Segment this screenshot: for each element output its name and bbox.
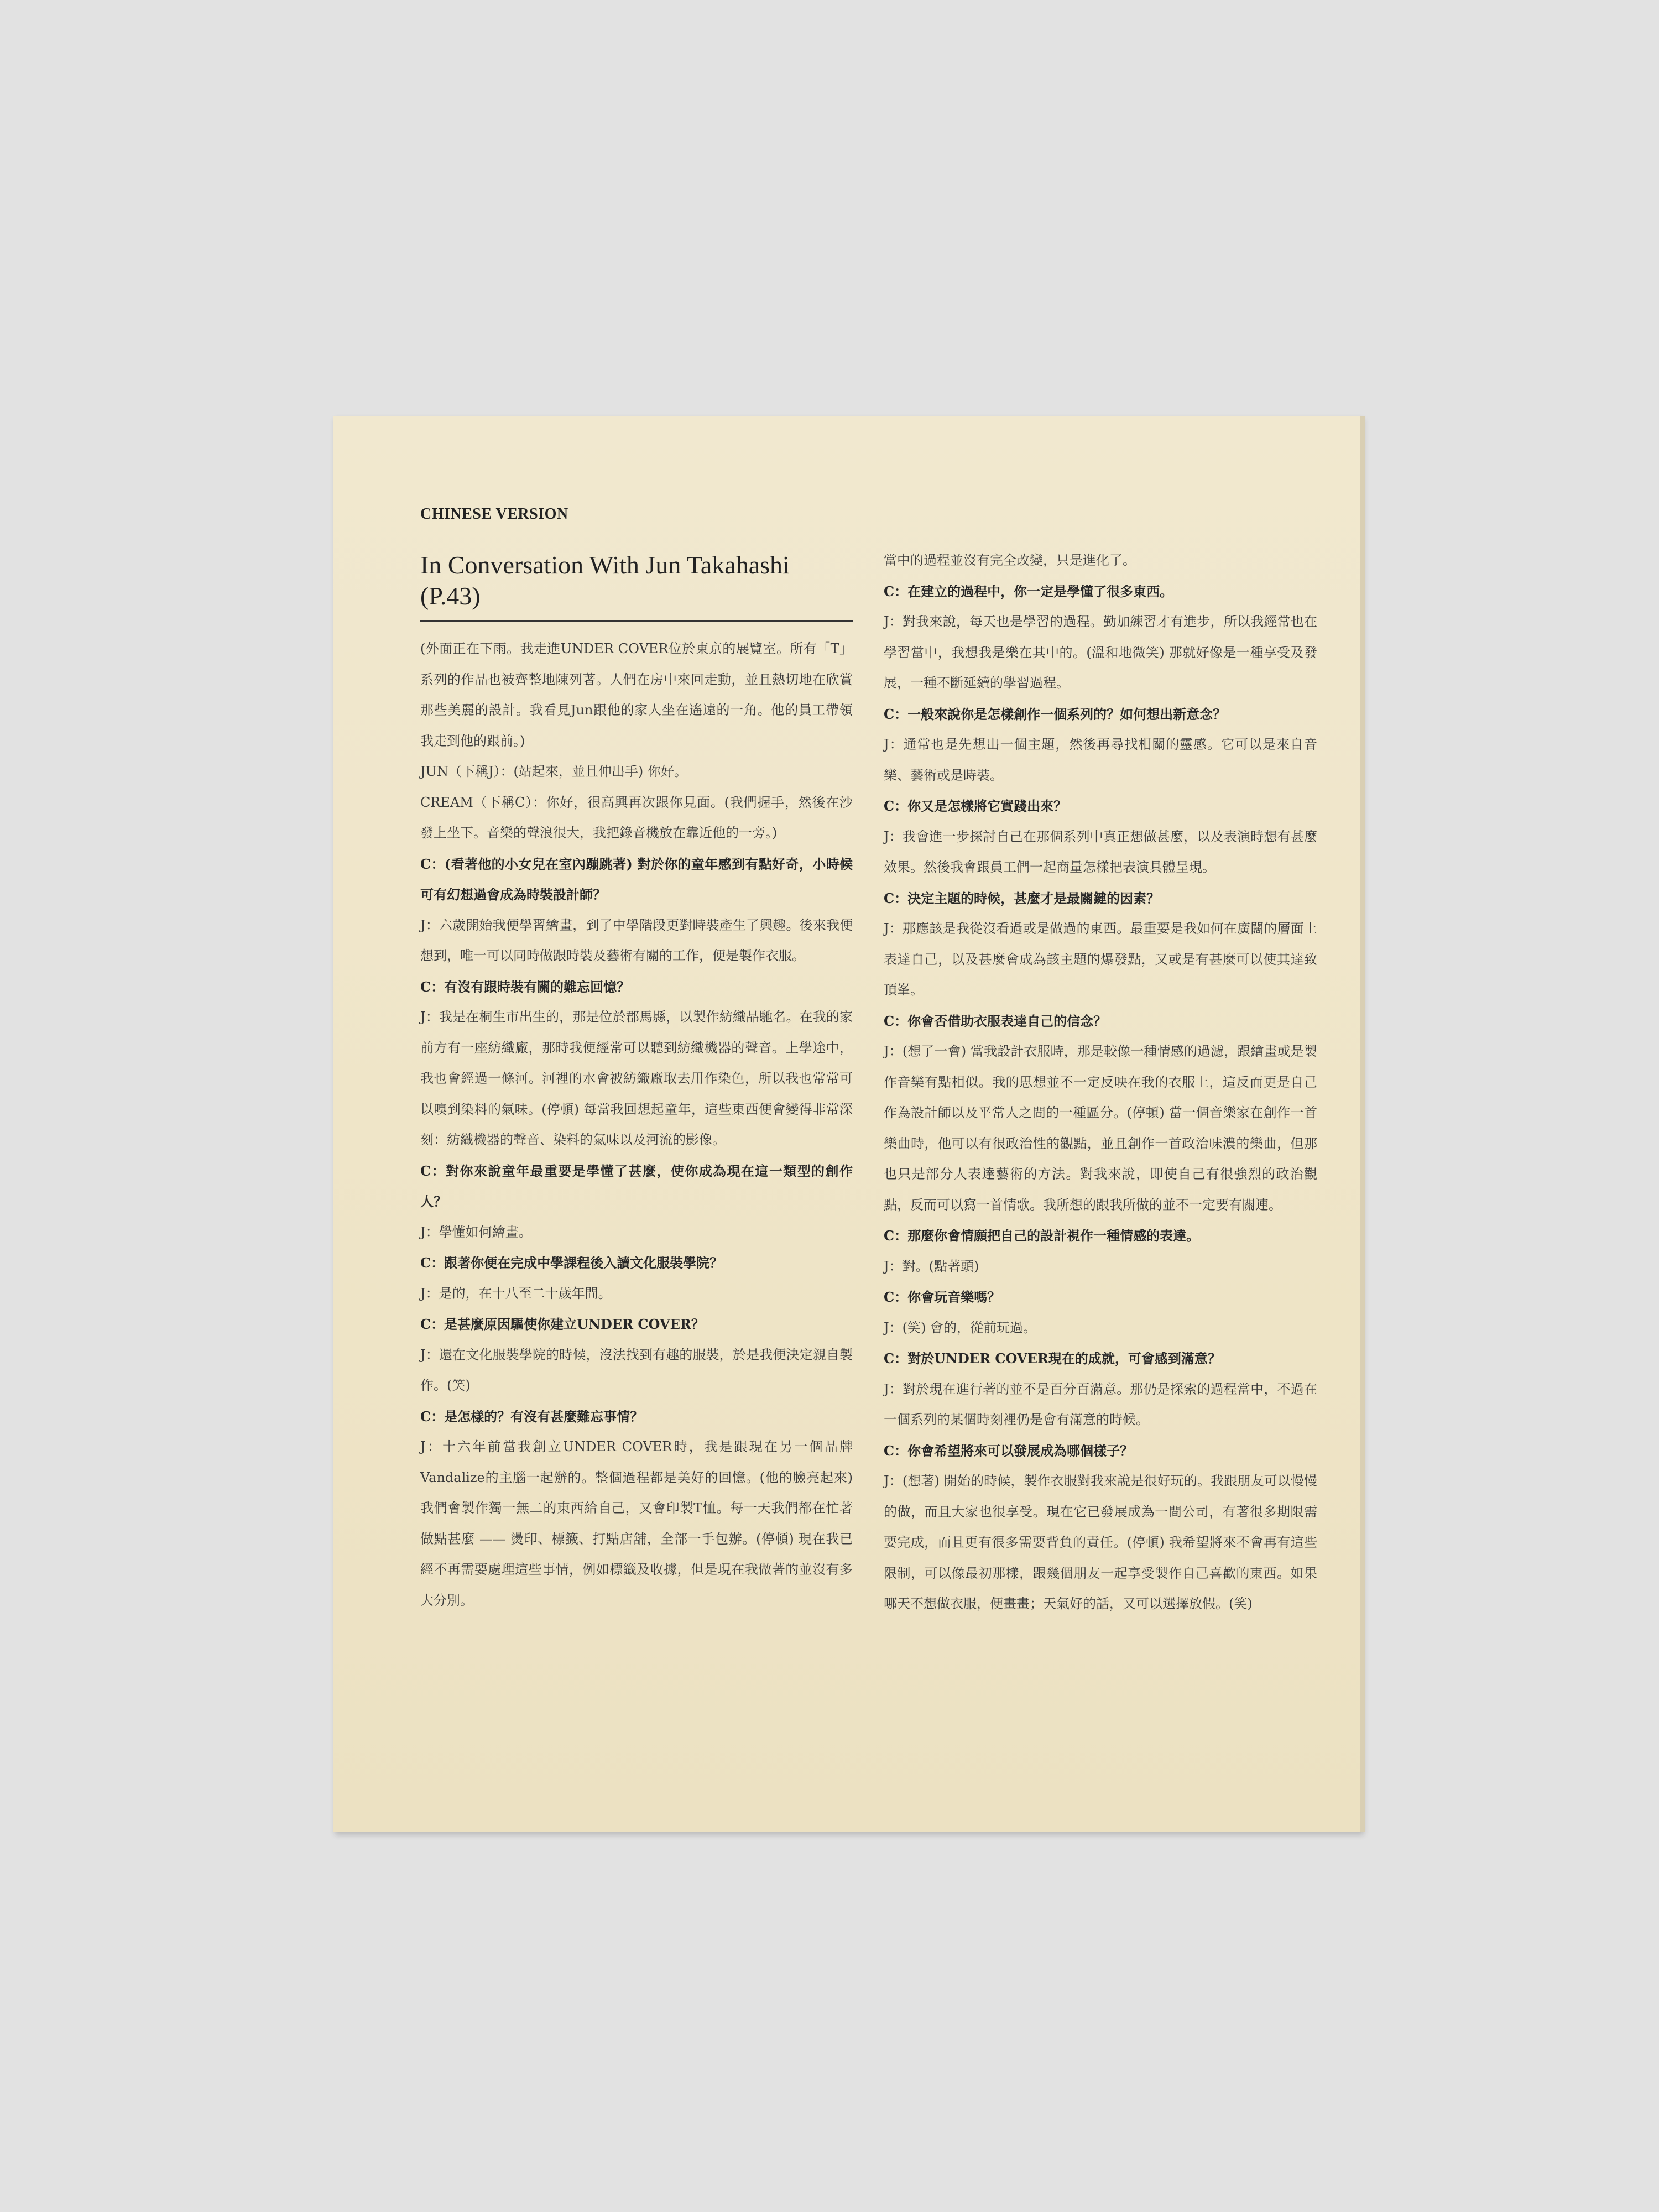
- answer-paragraph: J：是的，在十八至二十歲年間。: [420, 1285, 612, 1301]
- question-paragraph: C：(看著他的小女兒在室內蹦跳著) 對於你的童年感到有點好奇，小時候可有幻想過會成為時裝設計師？: [420, 855, 853, 902]
- answer-paragraph: J：(想了一會) 當我設計衣服時，那是較像一種情感的過濾，跟繪畫或是製作音樂有點相似。我的思想並不一定反映在我的衣服上，這反而更是自己作為設計師以及平常人之間的一種區分。(停頓) 當一個音樂家在創作一首樂曲時，他可以有很政治性的觀點，並且創作一首政治味濃的樂曲，但那也只是部分人表達藝術的方法。對我來說，即使自己有很強烈的政治觀點，反而可以寫一首情歌。我所想的跟我所做的並不一定要有關連。: [884, 1044, 1317, 1213]
- title-rule: [420, 620, 853, 622]
- answer-paragraph: J：六歲開始我便學習繪畫，到了中學階段更對時裝產生了興趣。後來我便想到，唯一可以同時做跟時裝及藝術有關的工作，便是製作衣服。: [420, 917, 853, 963]
- answer-paragraph: J：學懂如何繪畫。: [420, 1224, 532, 1240]
- question-paragraph: C：對於UNDER COVER現在的成就，可會感到滿意？: [884, 1350, 1221, 1366]
- question-paragraph: C：一般來說你是怎樣創作一個系列的？如何想出新意念？: [884, 706, 1227, 722]
- question-paragraph: C：你會希望將來可以發展成為哪個樣子？: [884, 1442, 1134, 1459]
- answer-paragraph: J：對於現在進行著的並不是百分百滿意。那仍是探索的過程當中，不過在一個系列的某個時刻裡仍是會有滿意的時候。: [884, 1381, 1317, 1427]
- answer-paragraph: J：對。(點著頭): [884, 1258, 979, 1274]
- left-column: [420, 634, 853, 1616]
- answer-paragraph: J：那應該是我從沒看過或是做過的東西。最重要是我如何在廣闊的層面上表達自己，以及甚麼會成為該主題的爆發點，又或是有甚麼可以使其達致頂峯。: [884, 921, 1317, 998]
- answer-paragraph: J：通常也是先想出一個主題，然後再尋找相關的靈感。它可以是來自音樂、藝術或是時裝。: [884, 737, 1317, 783]
- title-page-ref: (P.43): [420, 582, 481, 610]
- question-paragraph: C：你會玩音樂嗎？: [884, 1289, 1001, 1305]
- question-paragraph: C：那麼你會情願把自己的設計視作一種情感的表達。: [884, 1228, 1200, 1244]
- question-paragraph: C：你會否借助衣服表達自己的信念？: [884, 1013, 1107, 1029]
- magazine-page: [333, 416, 1361, 1832]
- answer-paragraph: J：對我來說，每天也是學習的過程。勤加練習才有進步，所以我經常也在學習當中，我想我是樂在其中的。(溫和地微笑) 那就好像是一種享受及發展，一種不斷延續的學習過程。: [884, 614, 1317, 691]
- answer-paragraph: J：十六年前當我創立UNDER COVER時，我是跟現在另一個品牌Vandalize的主腦一起辦的。整個過程都是美好的回憶。(他的臉亮起來) 我們會製作獨一無二的東西給自己，又會印製T恤。每一天我們都在忙著做點甚麼 —— 燙印、標籤、打點店舖，全部一手包辦。(停頓) 現在我已經不再需要處理這些事情，例如標籤及收據，但是現在我做著的並沒有多大分別。: [420, 1439, 853, 1608]
- answer-paragraph: (外面正在下雨。我走進UNDER COVER位於東京的展覽室。所有「T」系列的作品也被齊整地陳列著。人們在房中來回走動，並且熱切地在欣賞那些美麗的設計。我看見Jun跟他的家人坐在遙遠的一角。他的員工帶領我走到他的跟前。): [420, 641, 853, 749]
- question-paragraph: C：在建立的過程中，你一定是學懂了很多東西。: [884, 583, 1173, 599]
- answer-paragraph: 當中的過程並沒有完全改變，只是進化了。: [884, 552, 1136, 568]
- page-edge: [1360, 416, 1365, 1832]
- answer-paragraph: J：我會進一步探討自己在那個系列中真正想做甚麼，以及表演時想有甚麼效果。然後我會跟員工們一起商量怎樣把表演具體呈現。: [884, 828, 1317, 875]
- question-paragraph: C：是甚麼原因驅使你建立UNDER COVER？: [420, 1316, 705, 1332]
- article-title: [420, 550, 863, 612]
- section-label: CHINESE VERSION: [420, 505, 568, 523]
- question-paragraph: C：跟著你便在完成中學課程後入讀文化服裝學院？: [420, 1255, 723, 1271]
- answer-paragraph: CREAM（下稱C）：你好，很高興再次跟你見面。(我們握手，然後在沙發上坐下。音樂的聲浪很大，我把錄音機放在靠近他的一旁。): [420, 794, 853, 841]
- question-paragraph: C：有沒有跟時裝有關的難忘回憶？: [420, 978, 630, 995]
- answer-paragraph: JUN（下稱J）：(站起來，並且伸出手) 你好。: [420, 764, 687, 779]
- question-paragraph: C：決定主題的時候，甚麼才是最關鍵的因素？: [884, 890, 1160, 906]
- right-column: [884, 545, 1317, 1620]
- answer-paragraph: J：我是在桐生市出生的，那是位於郡馬縣，以製作紡織品馳名。在我的家前方有一座紡織廠，那時我便經常可以聽到紡織機器的聲音。上學途中，我也會經過一條河。河裡的水會被紡織廠取去用作染色，所以我也常常可以嗅到染料的氣味。(停頓) 每當我回想起童年，這些東西便會變得非常深刻：紡織機器的聲音、染料的氣味以及河流的影像。: [420, 1009, 853, 1147]
- title-line: In Conversation With Jun Takahashi: [420, 551, 790, 579]
- answer-paragraph: J：(笑) 會的，從前玩過。: [884, 1319, 1036, 1335]
- question-paragraph: C：對你來說童年最重要是學懂了甚麼，使你成為現在這一類型的創作人？: [420, 1162, 853, 1209]
- question-paragraph: C：你又是怎樣將它實踐出來？: [884, 798, 1067, 814]
- answer-paragraph: J：還在文化服裝學院的時候，沒法找到有趣的服裝，於是我便決定親自製作。(笑): [420, 1347, 853, 1393]
- answer-paragraph: J：(想著) 開始的時候，製作衣服對我來說是很好玩的。我跟朋友可以慢慢的做，而且大家也很享受。現在它已發展成為一間公司，有著很多期限需要完成，而且更有很多需要背負的責任。(停頓) 我希望將來不會再有這些限制，可以像最初那樣，跟幾個朋友一起享受製作自己喜歡的東西。如果哪天不想做衣服，便畫畫；天氣好的話，又可以選擇放假。(笑): [884, 1473, 1317, 1611]
- question-paragraph: C：是怎樣的？有沒有甚麼難忘事情？: [420, 1408, 644, 1425]
